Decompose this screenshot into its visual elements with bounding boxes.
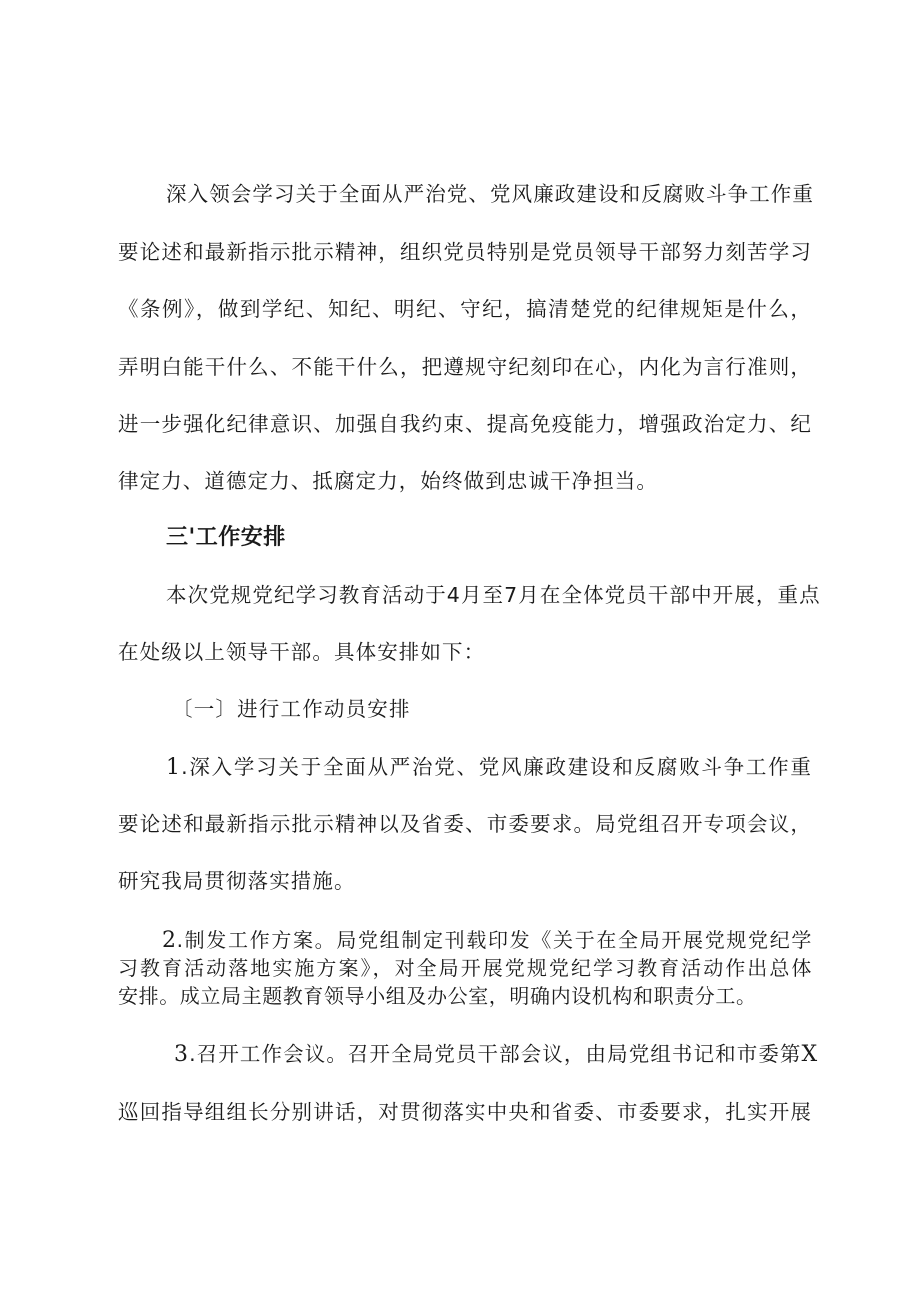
item-number: 2 [162,928,177,953]
paragraph-line: 在处级以上领导干部。具体安排如下： [118,640,486,664]
item-number: 3 [174,1042,190,1067]
list-item-line [166,752,812,783]
section-heading: 三'工作安排 [166,525,286,550]
item-text: .深入学习关于全面从严治党、党风廉政建设和反腐败斗争工作重 [181,755,812,779]
paragraph-line: 进一步强化纪律意识、加强自我约束、提高免疫能力，增强政治定力、纪 [118,412,812,436]
list-item-line [174,1039,819,1070]
list-item-line: 研究我局贯彻落实措施。 [118,869,356,893]
paragraph-line: 深入领会学习关于全面从严治党、党风廉政建设和反腐败斗争工作重 [166,182,814,206]
list-item-line: 要论述和最新指示批示精神以及省委、市委要求。局党组召开专项会议， [118,812,812,836]
paragraph-line: 律定力、道德定力、抵腐定力，始终做到忠诚干净担当。 [118,469,658,493]
subsection-heading: 〔一〕进行工作动员安排 [172,697,411,721]
paragraph-line: 本次党规党纪学习教育活动于4月至7月在全体党员干部中开展，重点 [166,583,821,607]
paragraph-line: 弄明白能干什么、不能干什么，把遵规守纪刻印在心，内化为言行准则， [118,355,812,379]
list-item-line: 安排。成立局主题教育领导小组及办公室，明确内设机构和职责分工。 [118,984,757,1008]
list-item-line: 习教育活动落地实施方案》，对全局开展党规党纪学习教育活动作出总体 [118,956,812,980]
paragraph-line: 要论述和最新指示批示精神，组织党员特别是党员领导干部努力刻苦学习 [118,240,812,264]
paragraph-line: 《条例》，做到学纪、知纪、明纪、守纪，搞清楚党的纪律规矩是什么， [118,297,812,321]
item-text: .召开工作会议。召开全局党员干部会议，由局党组书记和市委第 [189,1042,802,1066]
item-number: 1 [166,755,182,780]
list-item-line [162,928,812,953]
item-letter: X [801,1042,819,1067]
item-text: .制发工作方案。局党组制定刊载印发《关于在全局开展党规党纪学 [176,928,812,952]
list-item-line: 巡回指导组组长分别讲话，对贯彻落实中央和省委、市委要求，扎实开展 [118,1100,812,1124]
